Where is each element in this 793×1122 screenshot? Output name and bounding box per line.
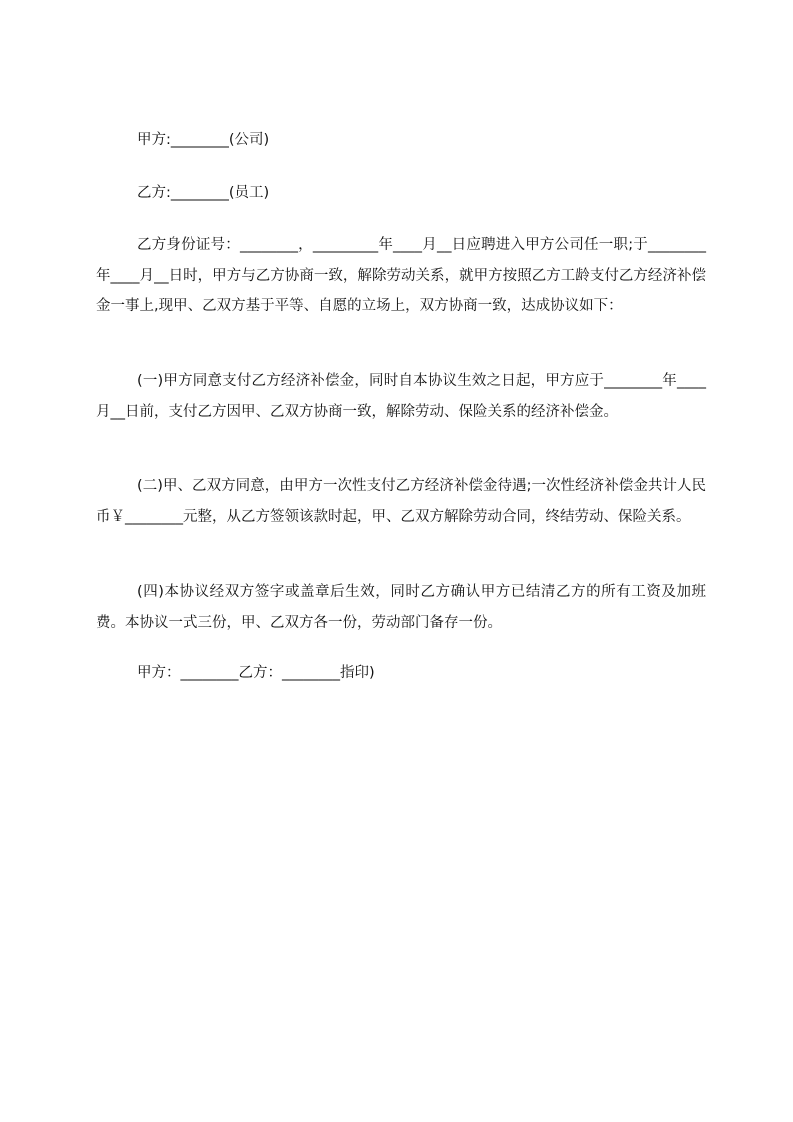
party-a-line: 甲方:________(公司) xyxy=(137,132,270,148)
clause-4-paragraph: (四)本协议经双方签字或盖章后生效，同时乙方确认甲方已结清乙方的所有工资及加班费。本协议一式三份，甲、乙双方各一份，劳动部门备存一份。 xyxy=(96,584,706,631)
intro-paragraph: 乙方身份证号：________，_________年____月__日应聘进入甲方公司任一职;于________年____月__日时，甲方与乙方协商一致，解除劳动关系，就甲方按照乙方工龄支付乙方经济补偿金一事上,现甲、乙双方基于平等、自愿的立场上，双方协商一致，达成协议如下： xyxy=(96,237,706,314)
clause-1-paragraph: (一)甲方同意支付乙方经济补偿金，同时自本协议生效之日起，甲方应于________年____月__日前，支付乙方因甲、乙双方协商一致，解除劳动、保险关系的经济补偿金。 xyxy=(96,373,706,420)
party-b-line: 乙方:________(员工) xyxy=(137,185,270,201)
signature-line: 甲方：________乙方：________指印) xyxy=(137,665,375,681)
clause-2-paragraph: (二)甲、乙双方同意，由甲方一次性支付乙方经济补偿金待遇;一次性经济补偿金共计人民币￥________元整，从乙方签领该款时起，甲、乙双方解除劳动合同，终结劳动、保险关系。 xyxy=(96,478,706,525)
